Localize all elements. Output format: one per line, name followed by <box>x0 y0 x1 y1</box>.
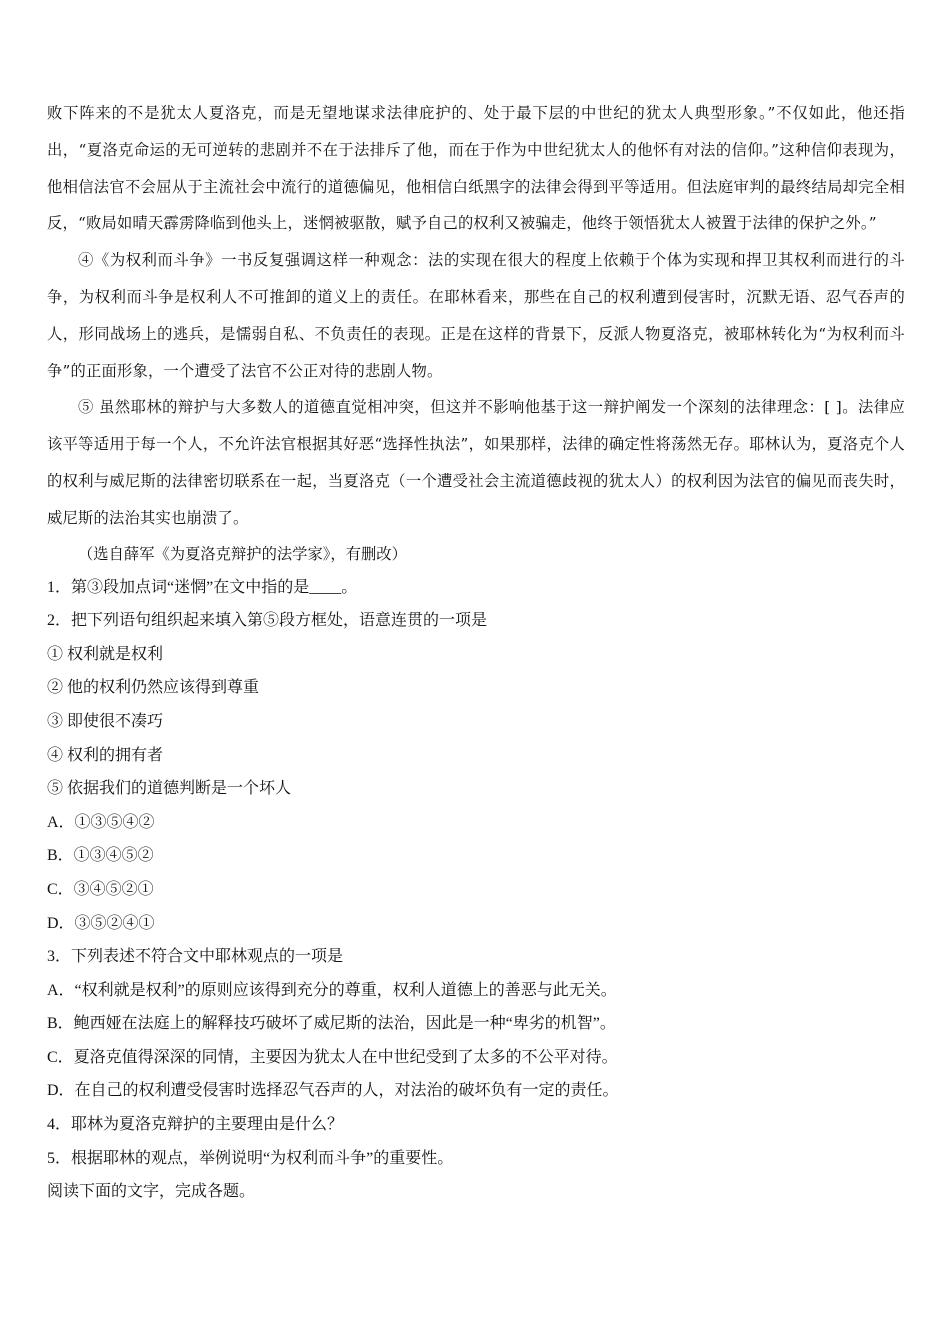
sentence-item-4: ④ 权利的拥有者 <box>47 746 164 764</box>
question-3: 3．下列表述不符合文中耶林观点的一项是 <box>47 948 344 966</box>
q2-option-b: B．①③④⑤② <box>47 847 154 865</box>
question-list <box>47 571 905 1209</box>
q2-option-a: A．①③⑤④② <box>47 813 155 831</box>
paragraph-5: ⑤ 虽然耶林的辩护与大多数人的道德直觉相冲突，但这并不影响他基于这一辩护阐发一个深刻的法律理念：[ ]。法律应该平等适用于每一个人，不允许法官根据其好恶“选择性执法”，如果那样，法律的确定性将荡然无存。耶林认为，夏洛克个人的权利与威尼斯的法律密切联系在一起，当夏洛克（一个遭受社会主流道德歧视的犹太人）的权利因为法官的偏见而丧失时，威尼斯的法治其实也崩溃了。 <box>47 398 905 527</box>
question-1: 1．第③段加点词“迷惘”在文中指的是____。 <box>47 578 358 596</box>
q2-option-d: D．③⑤②④① <box>47 914 155 932</box>
q3-option-a: A．“权利就是权利”的原则应该得到充分的尊重，权利人道德上的善恶与此无关。 <box>47 981 617 999</box>
paragraph-4: ④《为权利而斗争》一书反复强调这样一种观念：法的实现在很大的程度上依赖于个体为实现和捍卫其权利而进行的斗争，为权利而斗争是权利人不可推卸的道义上的责任。在耶林看来，那些在自己的权利遭到侵害时，沉默无语、忍气吞声的人，形同战场上的逃兵，是懦弱自私、不负责任的表现。正是在这样的背景下，反派人物夏洛克，被耶林转化为“为权利而斗争”的正面形象，一个遭受了法官不公正对待的悲剧人物。 <box>47 251 905 380</box>
q3-option-c: C．夏洛克值得深深的同情，主要因为犹太人在中世纪受到了太多的不公平对待。 <box>47 1048 618 1066</box>
source-citation: （选自薛军《为夏洛克辩护的法学家》，有删改） <box>78 544 407 563</box>
q3-option-d: D．在自己的权利遭受侵害时选择忍气吞声的人，对法治的破坏负有一定的责任。 <box>47 1082 619 1100</box>
next-section-instruction: 阅读下面的文字，完成各题。 <box>47 1183 256 1201</box>
sentence-item-3: ③ 即使很不凑巧 <box>47 712 164 730</box>
sentence-item-5: ⑤ 依据我们的道德判断是一个坏人 <box>47 780 292 798</box>
paragraph-3-continuation: 败下阵来的不是犹太人夏洛克，而是无望地谋求法律庇护的、处于最下层的中世纪的犹太人典型形象。”不仅如此，他还指出，“夏洛克命运的无可逆转的悲剧并不在于法排斥了他，而在于作为中世纪犹太人的他怀有对法的信仰。”这种信仰表现为，他相信法官不会屈从于主流社会中流行的道德偏见，他相信白纸黑字的法律会得到平等适用。但法庭审判的最终结局却完全相反，“败局如晴天霹雳降临到他头上，迷惘被驱散，赋予自己的权利又被骗走，他终于领悟犹太人被置于法律的保护之外。” <box>47 104 905 233</box>
q2-option-c: C．③④⑤②① <box>47 880 154 898</box>
sentence-item-1: ① 权利就是权利 <box>47 645 164 663</box>
question-4: 4．耶林为夏洛克辩护的主要理由是什么？ <box>47 1116 344 1134</box>
sentence-item-2: ② 他的权利仍然应该得到尊重 <box>47 679 260 697</box>
question-5: 5．根据耶林的观点，举例说明“为权利而斗争”的重要性。 <box>47 1149 454 1167</box>
q3-option-b: B．鲍西娅在法庭上的解释技巧破坏了威尼斯的法治，因此是一种“卑劣的机智”。 <box>47 1015 616 1033</box>
document-page <box>47 95 905 1209</box>
question-2: 2．把下列语句组织起来填入第⑤段方框处，语意连贯的一项是 <box>47 612 488 630</box>
